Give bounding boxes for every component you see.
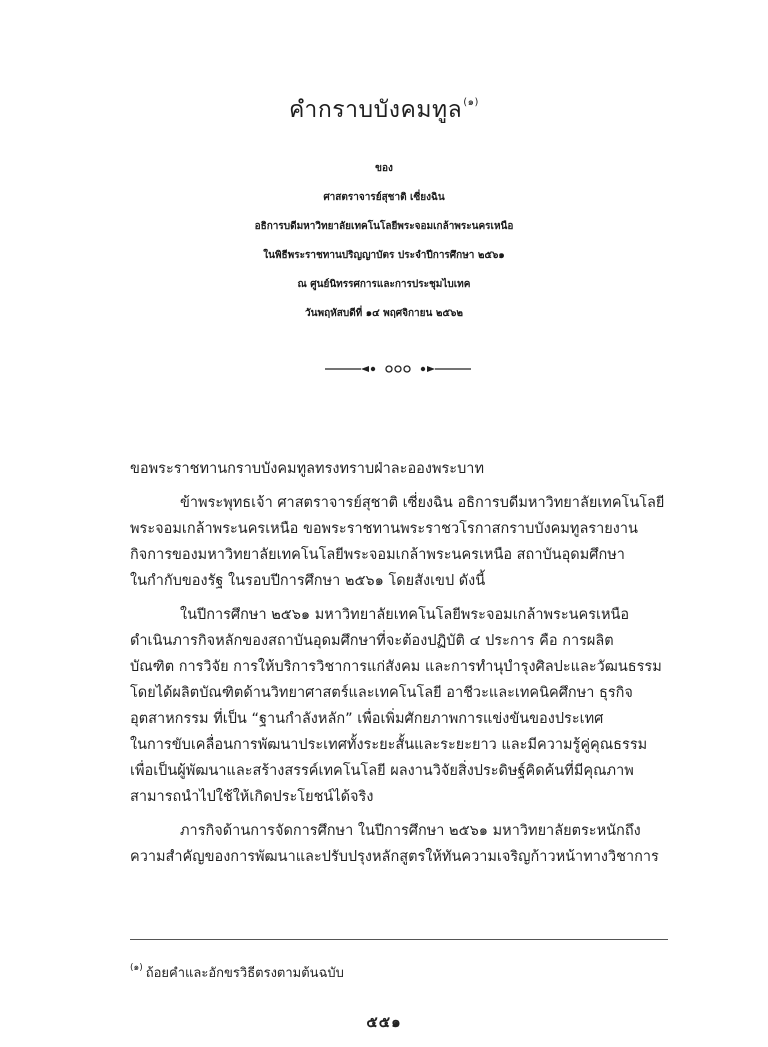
divider-ornament-icon bbox=[323, 361, 473, 377]
paragraph-2 bbox=[130, 602, 670, 810]
paragraph-line: พระจอมเกล้าพระนครเหนือ ขอพระราชทานพระราชวโรกาสกราบบังคมทูลรายงาน bbox=[130, 521, 638, 537]
paragraph-line: ในปีการศึกษา ๒๕๖๑ มหาวิทยาลัยเทคโนโลยีพระจอมเกล้าพระนครเหนือ bbox=[180, 607, 630, 623]
body-text bbox=[130, 456, 670, 878]
heading-line-of: ของ bbox=[375, 163, 393, 174]
paragraph-1 bbox=[130, 490, 670, 594]
paragraph-line: สามารถนำไปใช้ให้เกิดประโยชน์ได้จริง bbox=[130, 789, 374, 805]
page-number: ๕๕๑ bbox=[366, 1013, 402, 1031]
paragraph-line: ในกำกับของรัฐ ในรอบปีการศึกษา ๒๕๖๑ โดยสังเขป ดังนี้ bbox=[130, 573, 486, 589]
heading-line-ceremony: ในพิธีพระราชทานปริญญาบัตร ประจำปีการศึกษา ๒๕๖๑ bbox=[263, 250, 505, 261]
paragraph-line: โดยได้ผลิตบัณฑิตด้านวิทยาศาสตร์และเทคโนโลยี อาชีวะและเทคนิคศึกษา ธุรกิจ bbox=[130, 685, 633, 701]
salutation-line: ขอพระราชทานกราบบังคมทูลทรงทราบฝ่าละอองพระบาท bbox=[130, 461, 485, 477]
salutation bbox=[130, 456, 670, 482]
heading-line-venue: ณ ศูนย์นิทรรศการและการประชุมไบเทค bbox=[297, 279, 471, 290]
paragraph-line: ในการขับเคลื่อนการพัฒนาประเทศทั้งระยะสั้นและระยะยาว และมีความรู้คู่คุณธรรม bbox=[130, 737, 648, 753]
title-footnote-marker: (๑) bbox=[463, 97, 479, 108]
paragraph-line: ความสำคัญของการพัฒนาและปรับปรุงหลักสูตรให้ทันความเจริญก้าวหน้าทางวิชาการ bbox=[130, 849, 659, 865]
footnote-text: ถ้อยคำและอักขรวิธีตรงตามต้นฉบับ bbox=[145, 966, 344, 981]
heading-line-date: วันพฤหัสบดีที่ ๑๔ พฤศจิกายน ๒๕๖๒ bbox=[305, 308, 463, 319]
heading-block bbox=[0, 154, 768, 328]
title-text: คำกราบบังคมทูล bbox=[289, 97, 463, 123]
heading-line-name: ศาสตราจารย์สุชาติ เซี่ยงฉิน bbox=[323, 192, 445, 203]
footnote bbox=[130, 960, 668, 983]
paragraph-line: ภารกิจด้านการจัดการศึกษา ในปีการศึกษา ๒๕๖๑ มหาวิทยาลัยตระหนักถึง bbox=[180, 823, 641, 839]
paragraph-line: ข้าพระพุทธเจ้า ศาสตราจารย์สุชาติ เซี่ยงฉิน อธิการบดีมหาวิทยาลัยเทคโนโลยี bbox=[180, 495, 665, 511]
footnote-marker: (๑) bbox=[130, 963, 143, 973]
heading-line-position: อธิการบดีมหาวิทยาลัยเทคโนโลยีพระจอมเกล้าพระนครเหนือ bbox=[254, 221, 514, 232]
paragraph-line: บัณฑิต การวิจัย การให้บริการวิชาการแก่สังคม และการทำนุบำรุงศิลปะและวัฒนธรรม bbox=[130, 659, 662, 675]
paragraph-line: ดำเนินภารกิจหลักของสถาบันอุดมศึกษาที่จะต้องปฏิบัติ ๔ ประการ คือ การผลิต bbox=[130, 633, 614, 649]
paragraph-line: อุตสาหกรรม ที่เป็น “ฐานกำลังหลัก” เพื่อเพิ่มศักยภาพการแข่งขันของประเทศ bbox=[130, 711, 604, 727]
footnote-divider bbox=[130, 939, 668, 940]
paragraph-line: กิจการของมหาวิทยาลัยเทคโนโลยีพระจอมเกล้าพระนครเหนือ สถาบันอุดมศึกษา bbox=[130, 547, 625, 563]
page-title bbox=[0, 92, 768, 128]
paragraph-3 bbox=[130, 818, 670, 870]
paragraph-line: เพื่อเป็นผู้พัฒนาและสร้างสรรค์เทคโนโลยี ผลงานวิจัยสิ่งประดิษฐ์คิดค้นที่มีคุณภาพ bbox=[130, 763, 634, 779]
